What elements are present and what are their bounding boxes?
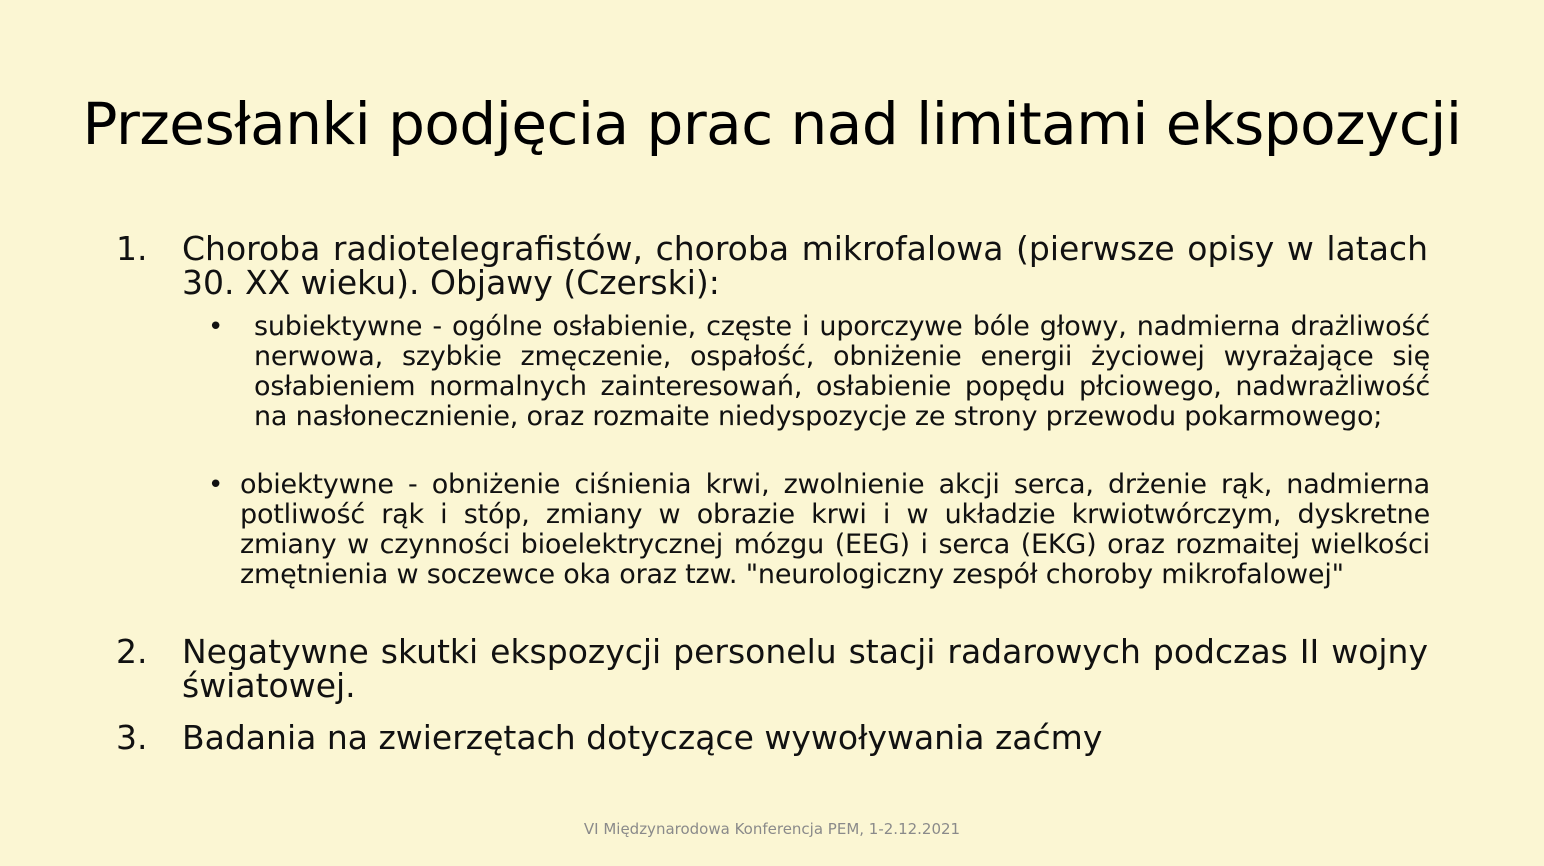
slide-title: Przesłanki podjęcia prac nad limitami ekspozycji (82, 90, 1462, 158)
list-item-text: Badania na zwierzętach dotyczące wywoływania zaćmy (182, 718, 1103, 757)
bullet-icon: • (208, 470, 224, 500)
slide-footer: VI Międzynarodowa Konferencja PEM, 1-2.12.2021 (583, 820, 961, 838)
list-item-number: 1. (116, 229, 148, 268)
list-item-text: Negatywne skutki ekspozycji personelu stacji radarowych podczas II wojny światowej. (182, 632, 1428, 705)
sub-list-item-text: subiektywne - ogólne osłabienie, częste i uporczywe bóle głowy, nadmierna drażliwość nerwowa, szybkie zmęczenie, ospałość, obniżenie energii życiowej wyrażające się osłabieniem normalnych zainteresowań, osłabienie popędu płciowego, nadwrażliwość na nasłonecznienie, oraz rozmaite niedyspozycje ze strony przewodu pokarmowego; (254, 311, 1430, 432)
list-item-text: Choroba radiotelegrafistów, choroba mikrofalowa (pierwsze opisy w latach 30. XX wieku). Objawy (Czerski): (182, 229, 1428, 302)
list-item-number: 2. (116, 632, 148, 671)
sub-list-item-text: obiektywne - obniżenie ciśnienia krwi, zwolnienie akcji serca, drżenie rąk, nadmierna potliwość rąk i stóp, zmiany w obrazie krwi i w układzie krwiotwórczym, dyskretne zmiany w czynności bioelektrycznej mózgu (EEG) i serca (EKG) oraz rozmaitej wielkości zmętnienia w soczewce oka oraz tzw. "neurologiczny zespół choroby mikrofalowej" (240, 469, 1430, 590)
list-item-number: 3. (116, 718, 148, 757)
bullet-icon: • (208, 312, 224, 342)
